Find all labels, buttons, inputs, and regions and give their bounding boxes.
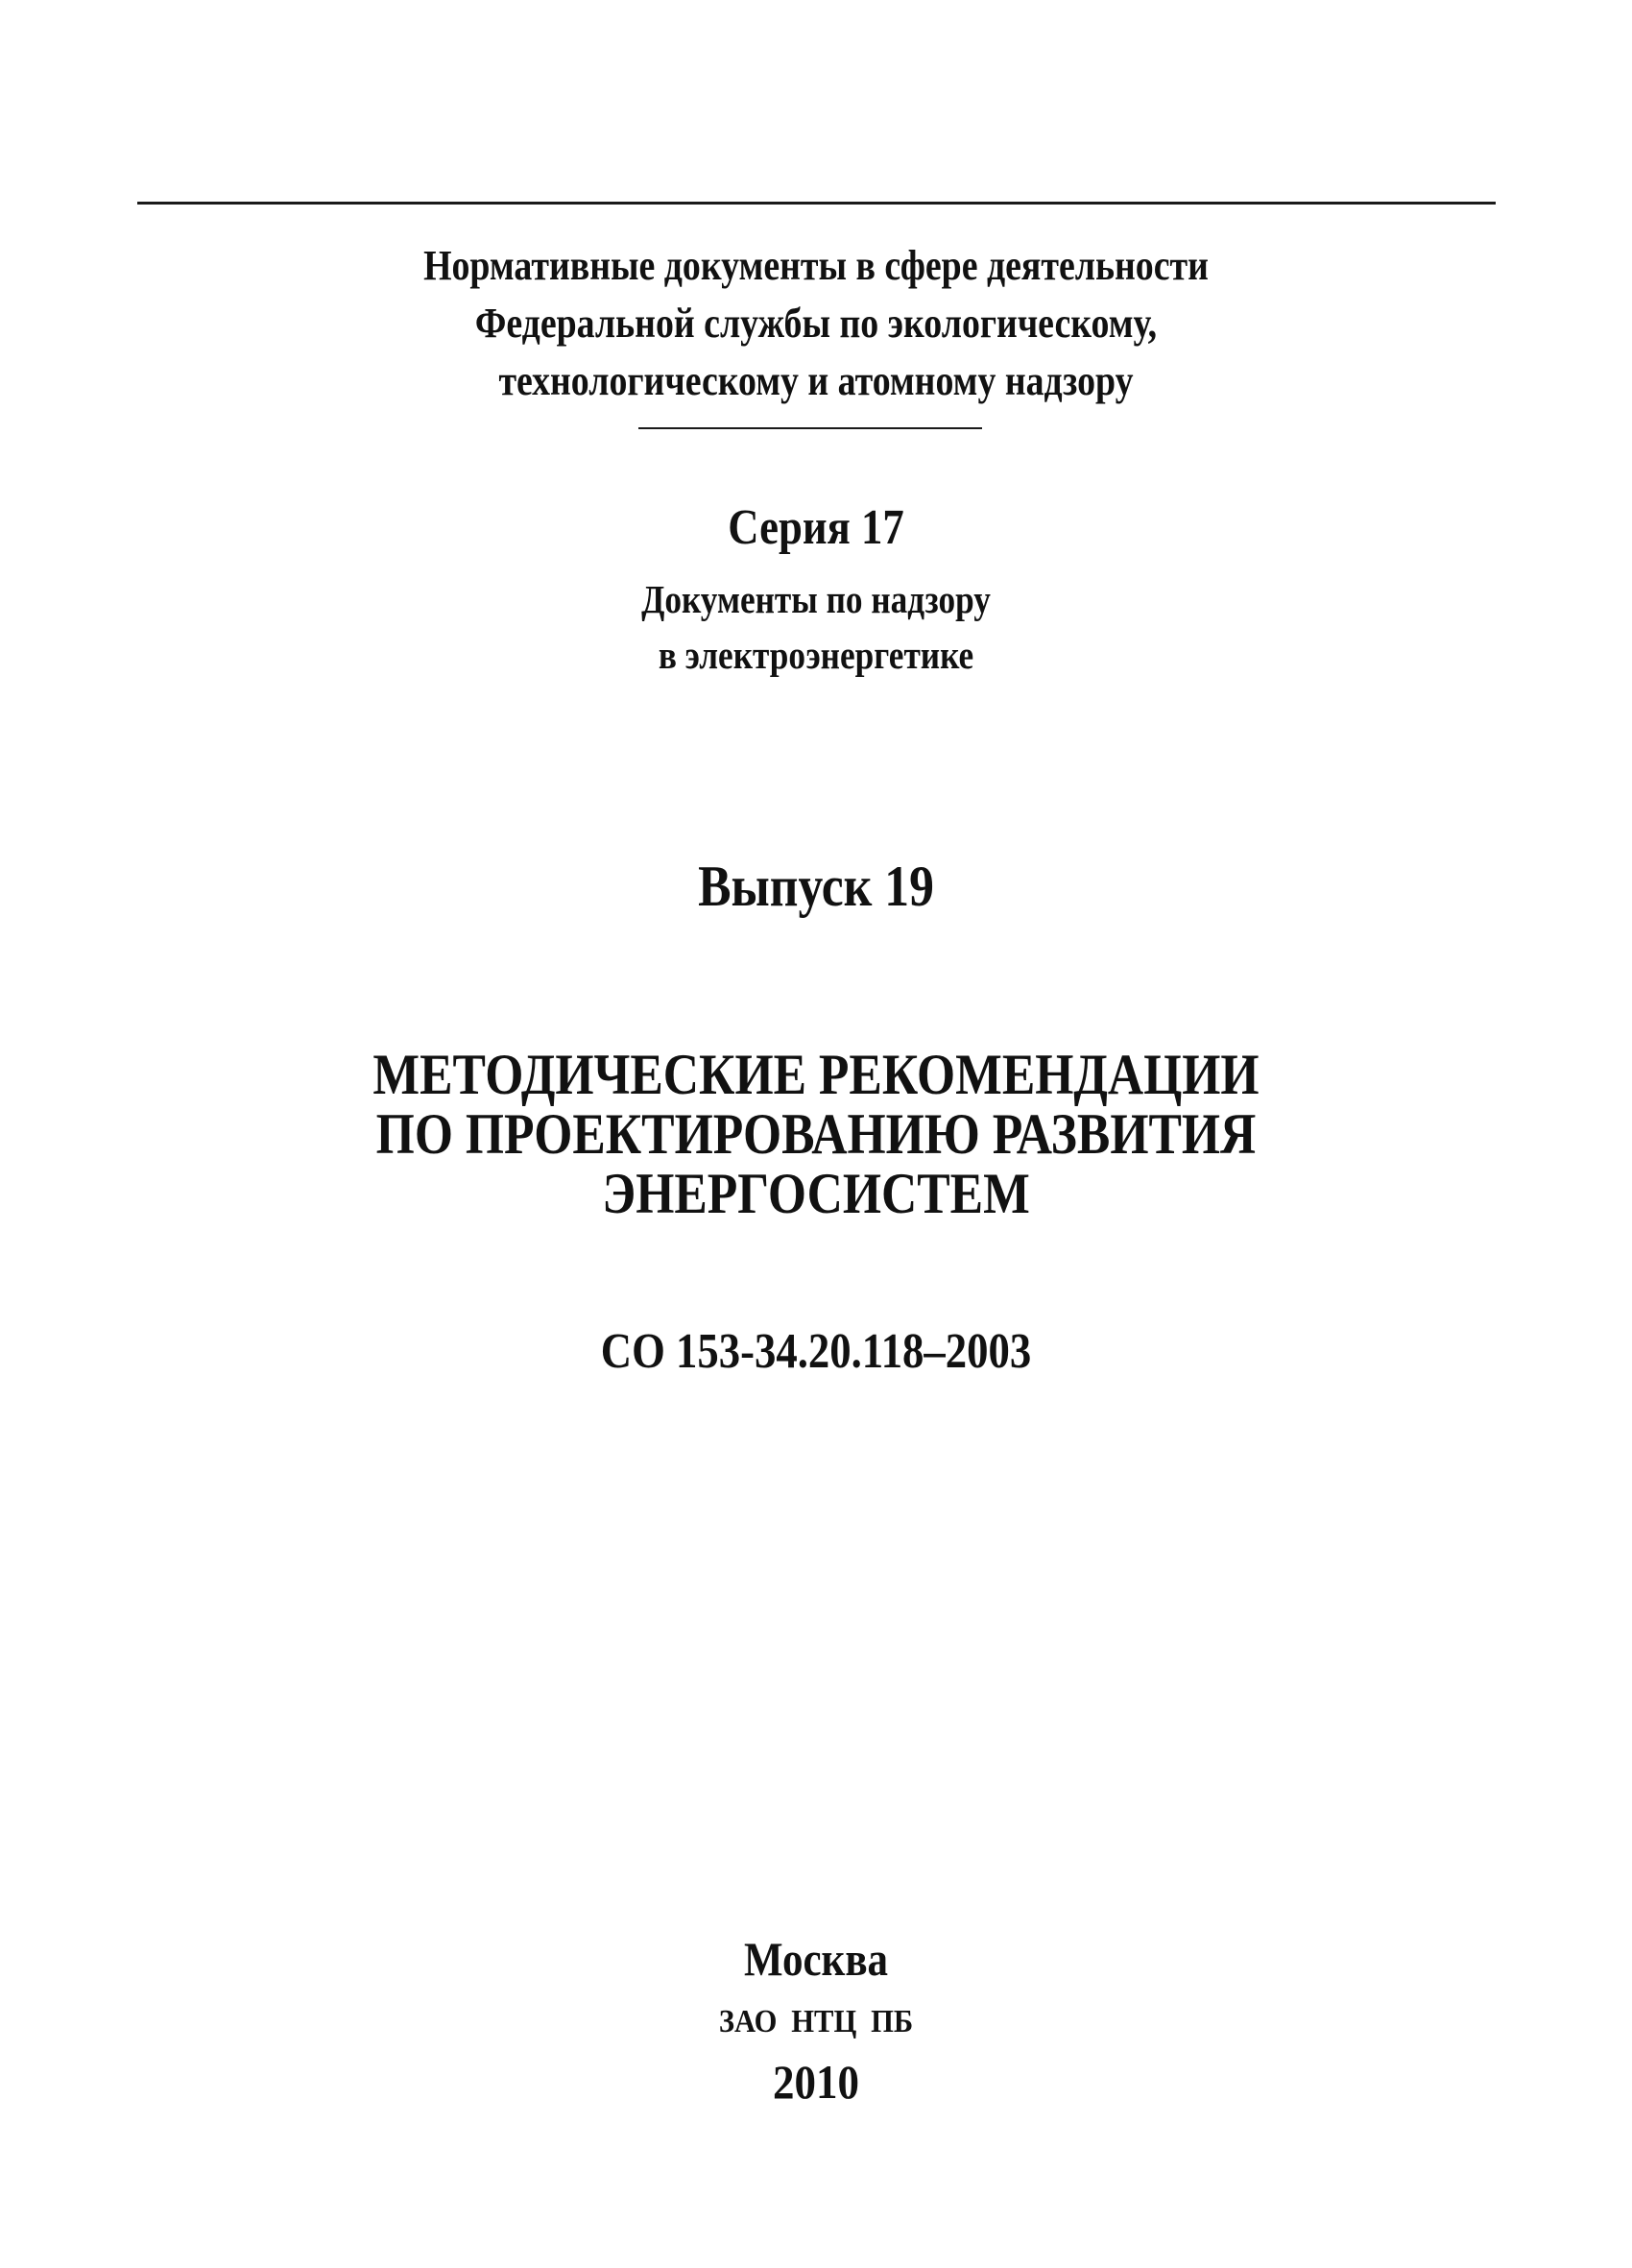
document-code: СО 153-34.20.118–2003 <box>600 1324 1032 1379</box>
imprint-year: 2010 <box>773 2055 859 2109</box>
agency-divider <box>638 427 982 429</box>
document-title-line: ЭНЕРГОСИСТЕМ <box>602 1162 1030 1225</box>
series-subtitle <box>114 571 1518 683</box>
document-title <box>114 1045 1518 1223</box>
top-divider <box>137 202 1496 205</box>
series-title: Серия 17 <box>728 500 904 555</box>
issue-number: Выпуск 19 <box>698 855 934 918</box>
agency-line: технологическому и атомному надзору <box>498 357 1134 404</box>
agency-line: Нормативные документы в сфере деятельности <box>423 242 1209 289</box>
imprint-city: Москва <box>743 1932 889 1986</box>
imprint-publisher: ЗАО НТЦ ПБ <box>718 2004 914 2039</box>
document-title-line: МЕТОДИЧЕСКИЕ РЕКОМЕНДАЦИИ <box>372 1043 1260 1106</box>
issuing-agency-block <box>114 237 1518 410</box>
series-subtitle-line: в электроэнергетике <box>658 633 974 677</box>
agency-line: Федеральной службы по экологическому, <box>474 300 1158 347</box>
series-subtitle-line: Документы по надзору <box>641 577 991 621</box>
document-title-line: ПО ПРОЕКТИРОВАНИЮ РАЗВИТИЯ <box>375 1102 1257 1166</box>
